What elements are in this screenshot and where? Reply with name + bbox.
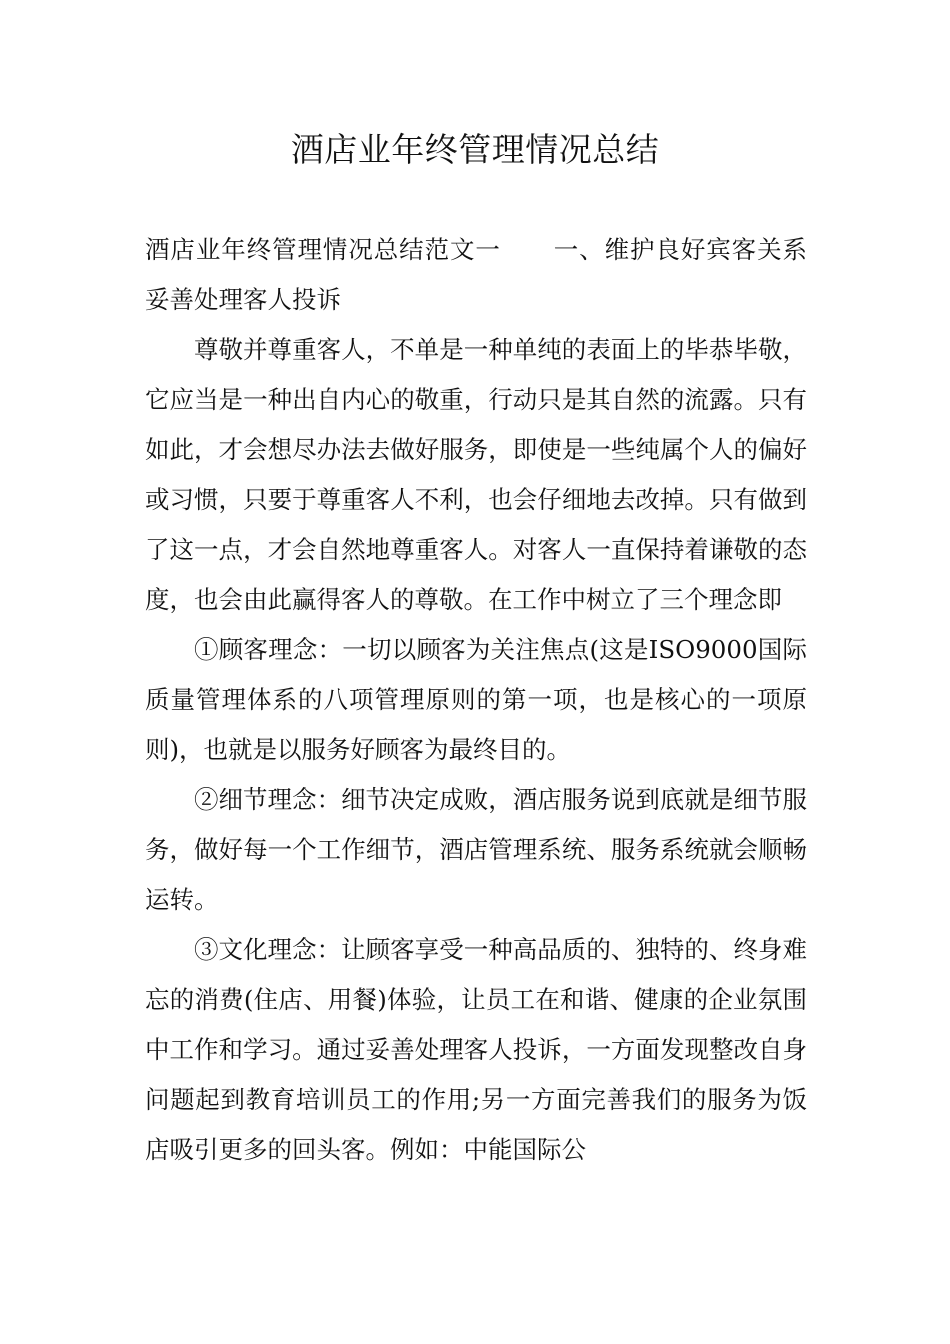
document-title: 酒店业年终管理情况总结: [290, 130, 660, 169]
intro-heading: 一、维护良好宾客关系妥善处理客人投诉: [145, 235, 808, 314]
document-body: [145, 225, 807, 1175]
body-paragraph-customer-concept: ①顾客理念：一切以顾客为关注焦点(这是ISO9000国际质量管理体系的八项管理原则的第一项，也是核心的一项原则)，也就是以服务好顾客为最终目的。: [145, 635, 807, 764]
body-paragraph-respect: 尊敬并尊重客人，不单是一种单纯的表面上的毕恭毕敬，它应当是一种出自内心的敬重，行动只是其自然的流露。只有如此，才会想尽办法去做好服务，即使是一些纯属个人的偏好或习惯，只要于尊重客人不利，也会仔细地去改掉。只有做到了这一点，才会自然地尊重客人。对客人一直保持着谦敬的态度，也会由此赢得客人的尊敬。在工作中树立了三个理念即: [145, 335, 807, 614]
intro-paragraph: [145, 225, 807, 325]
intro-title: 酒店业年终管理情况总结范文一: [145, 235, 501, 264]
body-paragraph-culture-concept: ③文化理念：让顾客享受一种高品质的、独特的、终身难忘的消费(住店、用餐)体验，让员工在和谐、健康的企业氛围中工作和学习。通过妥善处理客人投诉，一方面发现整改自身问题起到教育培训员工的作用;另一方面完善我们的服务为饭店吸引更多的回头客。例如：中能国际公: [145, 935, 807, 1164]
body-paragraph-detail-concept: ②细节理念：细节决定成败，酒店服务说到底就是细节服务，做好每一个工作细节，酒店管理系统、服务系统就会顺畅运转。: [145, 785, 807, 914]
